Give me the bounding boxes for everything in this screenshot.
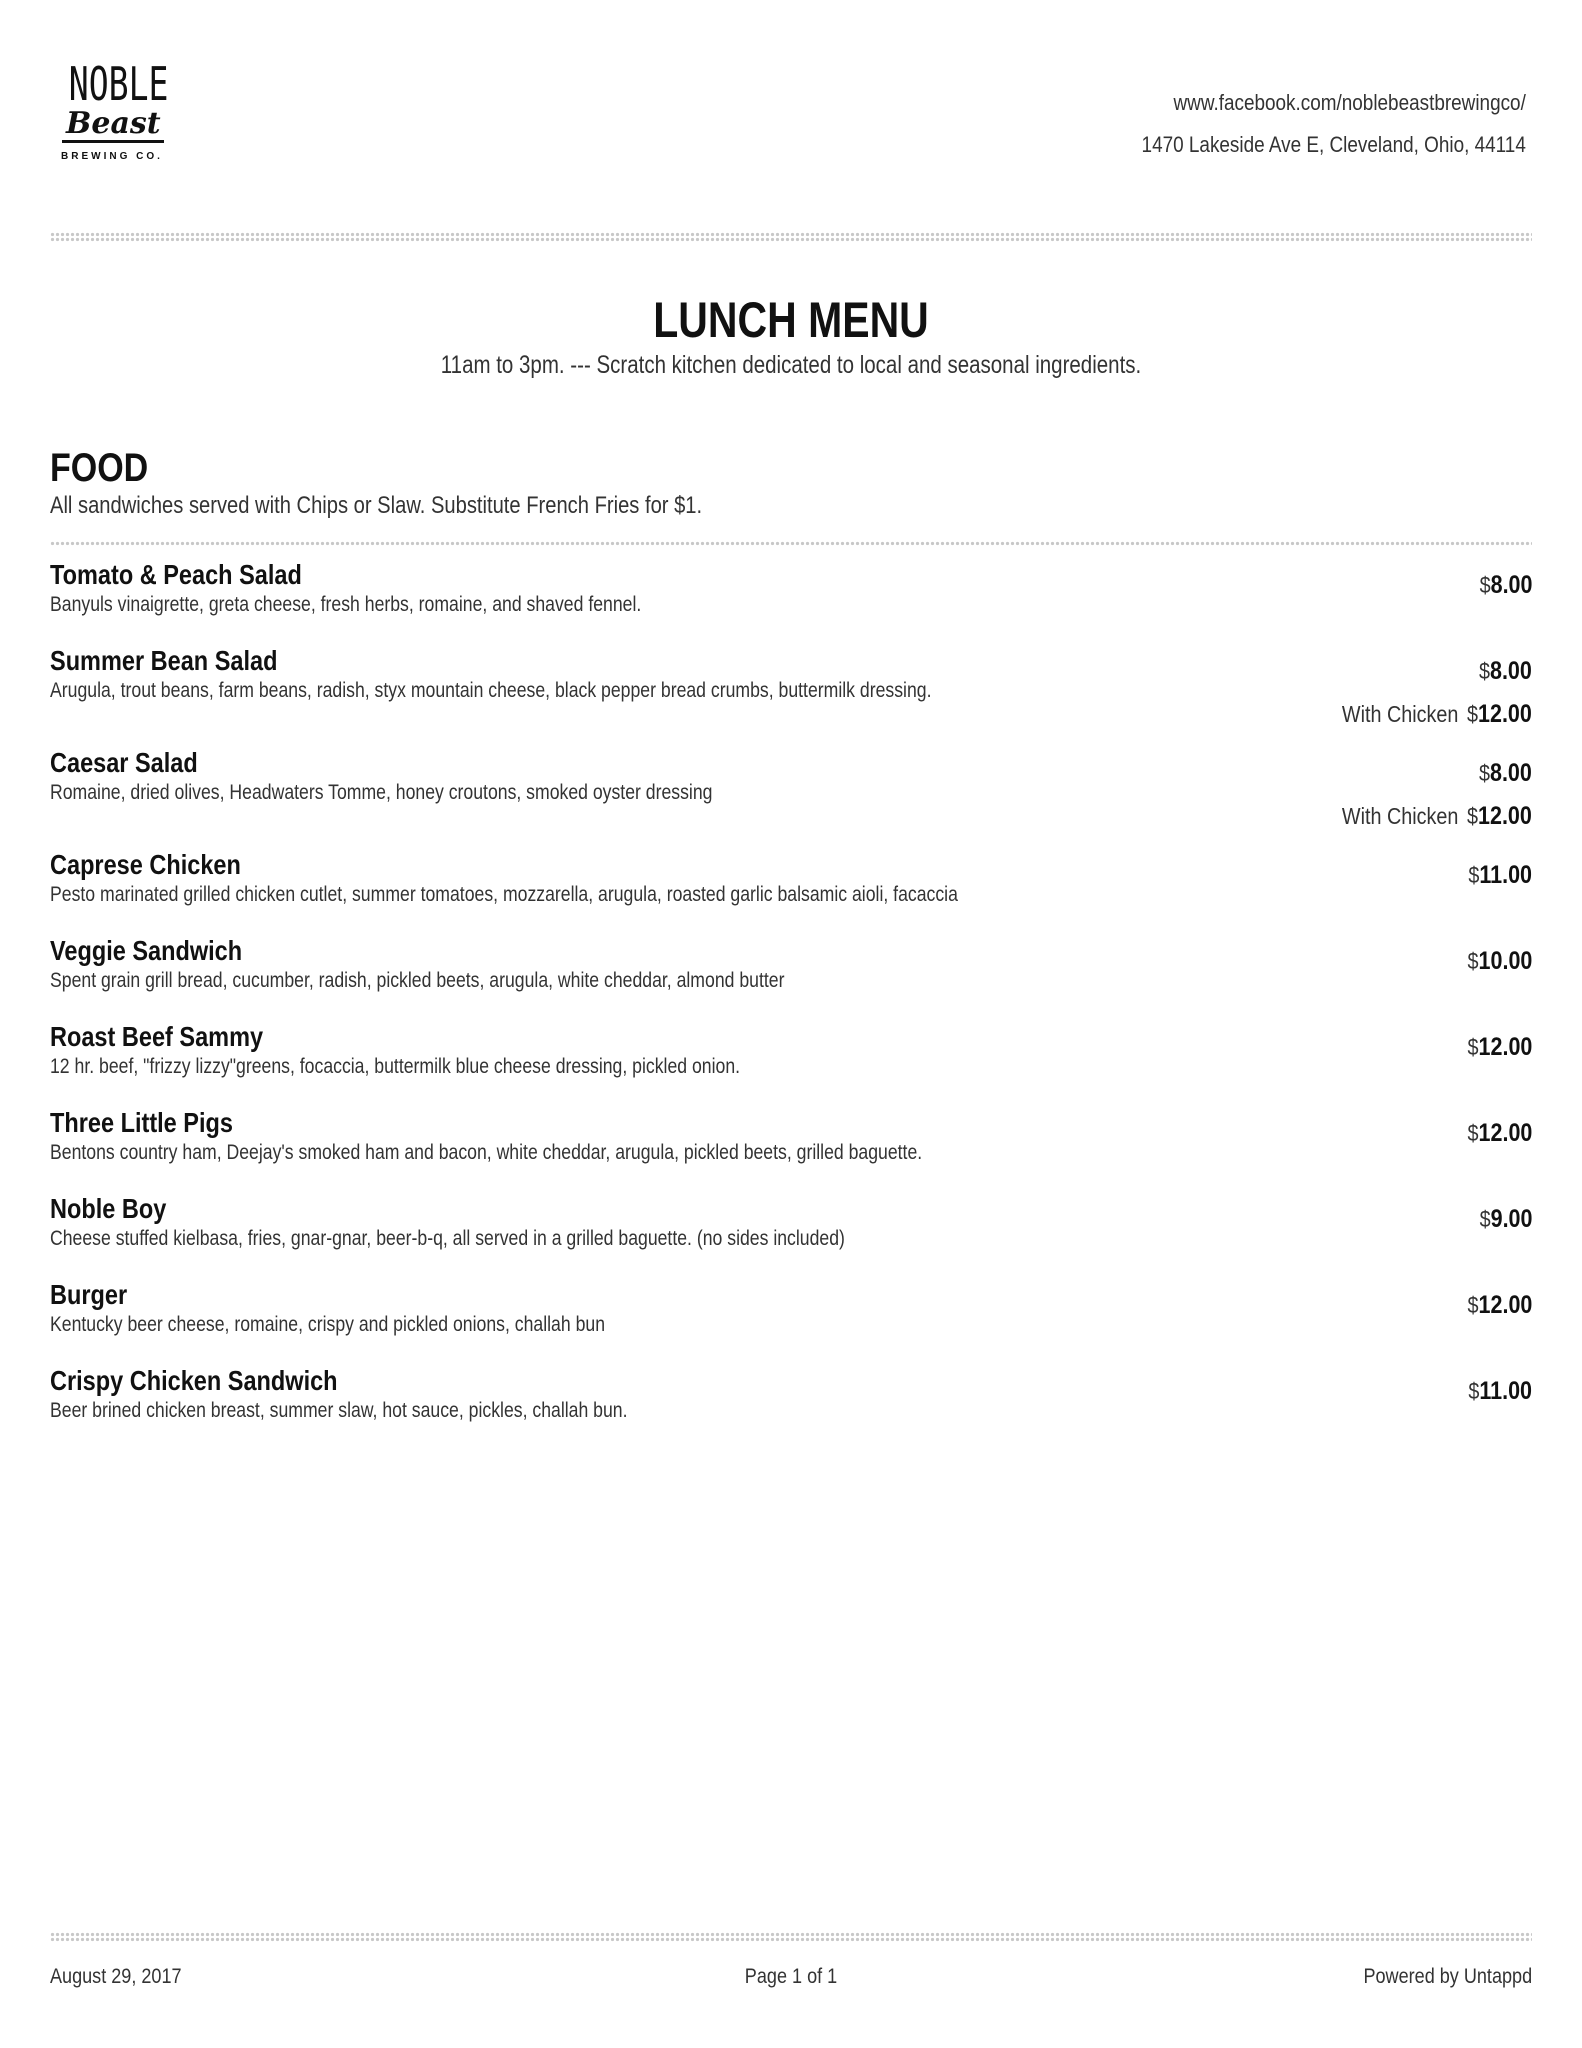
menu-item-name: Veggie Sandwich xyxy=(50,935,243,966)
menu-item-description: Spent grain grill bread, cucumber, radish, pickled beets, arugula, white cheddar, almond butter xyxy=(50,969,785,992)
logo-beast-text: Beast xyxy=(62,108,164,143)
menu-item-prices xyxy=(1457,940,1532,983)
contact-block xyxy=(1079,82,1526,166)
currency-symbol: $ xyxy=(1467,1292,1479,1318)
price-row xyxy=(1342,650,1532,693)
price-row xyxy=(1479,564,1532,607)
menu-item-description: Beer brined chicken breast, summer slaw, hot sauce, pickles, challah bun. xyxy=(50,1399,628,1422)
menu-item-description: Banyuls vinaigrette, greta cheese, fresh herbs, romaine, and shaved fennel. xyxy=(50,593,642,616)
price-amount: 11.00 xyxy=(1479,1377,1532,1405)
address-text: 1470 Lakeside Ave E, Cleveland, Ohio, 44114 xyxy=(1141,132,1526,157)
menu-item xyxy=(50,934,1532,994)
currency-symbol: $ xyxy=(1479,760,1491,786)
price-row xyxy=(1342,752,1532,795)
price-row xyxy=(1467,940,1532,983)
menu-item-name: Roast Beef Sammy xyxy=(50,1021,264,1052)
menu-item xyxy=(50,644,1532,728)
currency-symbol: $ xyxy=(1467,1120,1479,1146)
currency-symbol: $ xyxy=(1467,948,1479,974)
price-option-label: With Chicken xyxy=(1342,701,1459,727)
menu-item-description: Kentucky beer cheese, romaine, crispy and pickled onions, challah bun xyxy=(50,1313,606,1336)
menu-item-name: Noble Boy xyxy=(50,1193,167,1224)
menu-title: LUNCH MENU xyxy=(653,292,929,348)
currency-symbol: $ xyxy=(1467,1034,1479,1060)
price-amount: 8.00 xyxy=(1490,571,1532,599)
menu-item-description: Bentons country ham, Deejay's smoked ham and bacon, white cheddar, arugula, pickled beets, grilled baguette. xyxy=(50,1141,923,1164)
menu-item-prices xyxy=(1457,1284,1532,1327)
menu-item-name: Caesar Salad xyxy=(50,747,198,778)
price-amount: 12.00 xyxy=(1478,1119,1532,1147)
menu-item-name: Caprese Chicken xyxy=(50,849,241,880)
menu-item-prices xyxy=(1458,854,1532,897)
price-row xyxy=(1479,1198,1532,1241)
menu-item-prices xyxy=(1457,1026,1532,1069)
footer-divider xyxy=(50,1932,1532,1942)
section-note: All sandwiches served with Chips or Slaw. Substitute French Fries for $1. xyxy=(50,492,703,519)
price-row xyxy=(1342,693,1532,736)
logo-brewing-text: BREWING CO. xyxy=(61,151,163,162)
menu-item-name: Burger xyxy=(50,1279,128,1310)
price-row xyxy=(1467,1026,1532,1069)
menu-item-name: Crispy Chicken Sandwich xyxy=(50,1365,338,1396)
price-amount: 8.00 xyxy=(1490,657,1532,685)
price-row xyxy=(1342,795,1532,838)
menu-item-prices xyxy=(1458,1370,1532,1413)
facebook-link[interactable]: www.facebook.com/noblebeastbrewingco/ xyxy=(1173,90,1526,115)
menu-item-description: Cheese stuffed kielbasa, fries, gnar-gnar, beer-b-q, all served in a grilled baguette. (no sides included) xyxy=(50,1227,845,1250)
menu-item-description: Arugula, trout beans, farm beans, radish, styx mountain cheese, black pepper bread crumbs, buttermilk dressing. xyxy=(50,679,932,702)
price-option-label: With Chicken xyxy=(1342,803,1459,829)
price-row xyxy=(1468,1370,1532,1413)
menu-item-prices xyxy=(1471,564,1532,607)
currency-symbol: $ xyxy=(1479,658,1491,684)
footer-powered-by: Powered by Untappd xyxy=(1363,1965,1532,1988)
menu-item xyxy=(50,1020,1532,1080)
menu-item-name: Three Little Pigs xyxy=(50,1107,233,1138)
menu-item-prices xyxy=(1311,752,1532,838)
price-amount: 12.00 xyxy=(1478,1291,1532,1319)
menu-item xyxy=(50,1278,1532,1338)
menu-item xyxy=(50,848,1532,908)
currency-symbol: $ xyxy=(1467,803,1479,829)
food-section-header xyxy=(50,445,1532,521)
menu-subtitle: 11am to 3pm. --- Scratch kitchen dedicated to local and seasonal ingredients. xyxy=(440,351,1142,379)
menu-item xyxy=(50,1192,1532,1252)
price-row xyxy=(1467,1112,1532,1155)
footer-date: August 29, 2017 xyxy=(50,1965,182,1988)
currency-symbol: $ xyxy=(1468,1378,1480,1404)
currency-symbol: $ xyxy=(1468,862,1480,888)
price-amount: 9.00 xyxy=(1490,1205,1532,1233)
price-amount: 8.00 xyxy=(1490,759,1532,787)
menu-item-name: Tomato & Peach Salad xyxy=(50,559,302,590)
menu-item-description: Romaine, dried olives, Headwaters Tomme, honey croutons, smoked oyster dressing xyxy=(50,781,713,804)
price-amount: 12.00 xyxy=(1478,1033,1532,1061)
menu-title-block xyxy=(0,290,1582,380)
menu-item-description: 12 hr. beef, "frizzy lizzy"greens, focaccia, buttermilk blue cheese dressing, pickled onion. xyxy=(50,1055,741,1078)
currency-symbol: $ xyxy=(1479,572,1491,598)
logo-noble-text: NOBLE xyxy=(68,57,169,111)
section-divider xyxy=(50,541,1532,546)
menu-item xyxy=(50,1106,1532,1166)
section-title: FOOD xyxy=(50,446,149,490)
currency-symbol: $ xyxy=(1467,701,1479,727)
brewery-logo xyxy=(52,57,172,180)
price-row xyxy=(1468,854,1532,897)
menu-item-prices xyxy=(1311,650,1532,736)
menu-item-name: Summer Bean Salad xyxy=(50,645,278,676)
header-divider xyxy=(50,232,1532,242)
menu-item xyxy=(50,746,1532,830)
menu-item xyxy=(50,558,1532,618)
footer-page-number: Page 1 of 1 xyxy=(744,1965,838,1988)
menu-item xyxy=(50,1364,1532,1424)
price-amount: 12.00 xyxy=(1478,802,1532,830)
currency-symbol: $ xyxy=(1479,1206,1491,1232)
menu-item-description: Pesto marinated grilled chicken cutlet, summer tomatoes, mozzarella, arugula, roasted garlic balsamic aioli, facaccia xyxy=(50,883,958,906)
price-row xyxy=(1467,1284,1532,1327)
page-footer xyxy=(50,1965,1532,1995)
price-amount: 11.00 xyxy=(1479,861,1532,889)
price-amount: 10.00 xyxy=(1478,947,1532,975)
menu-item-prices xyxy=(1457,1112,1532,1155)
menu-item-prices xyxy=(1471,1198,1532,1241)
price-amount: 12.00 xyxy=(1478,700,1532,728)
